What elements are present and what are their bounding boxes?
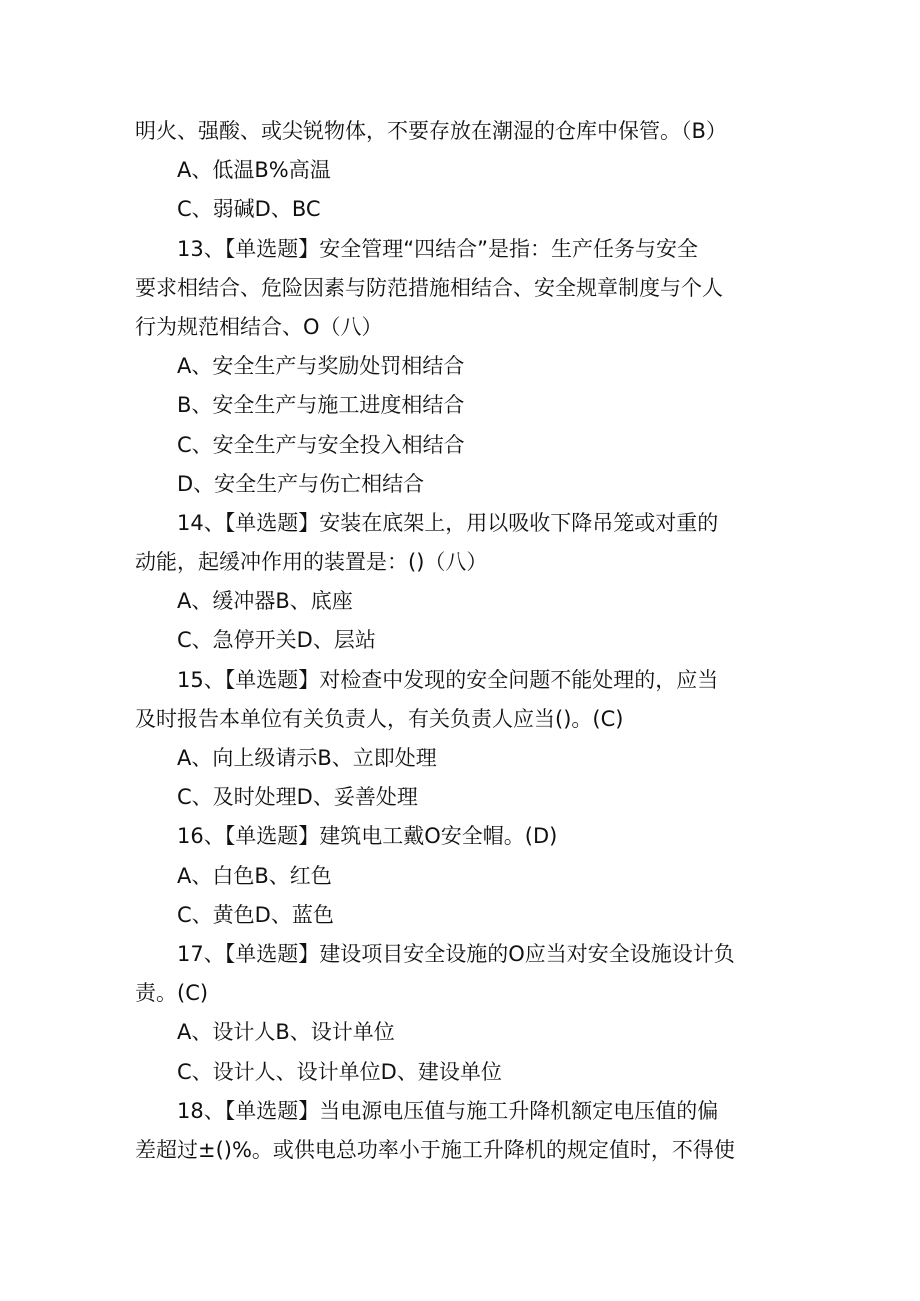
text-line: C、急停开关D、层站 <box>177 628 376 653</box>
text-line: C、弱碱D、BC <box>177 197 321 222</box>
text-line: 18、【单选题】当电源电压值与施工升降机额定电压值的偏 <box>177 1098 719 1123</box>
text-line: A、安全生产与奖励处罚相结合 <box>177 354 465 379</box>
text-line: 动能，起缓冲作用的装置是：()（八） <box>135 550 488 575</box>
text-line: B、安全生产与施工进度相结合 <box>177 393 465 418</box>
text-line: A、低温B%高温 <box>177 158 331 183</box>
text-line: 16、【单选题】建筑电工戴O安全帽。(D) <box>177 824 558 849</box>
text-line: C、设计人、设计单位D、建设单位 <box>177 1059 502 1084</box>
text-line: 13、【单选题】安全管理“四结合”是指：生产任务与安全 <box>177 236 698 261</box>
text-line: A、缓冲器B、底座 <box>177 589 353 614</box>
text-line: 要求相结合、危险因素与防范措施相结合、安全规章制度与个人 <box>135 275 723 300</box>
text-line: D、安全生产与伤亡相结合 <box>177 471 425 496</box>
text-line: A、白色B、红色 <box>177 863 332 888</box>
text-line: A、向上级请示B、立即处理 <box>177 746 437 770</box>
text-line: 14、【单选题】安装在底架上，用以吸收下降吊笼或对重的 <box>177 510 719 535</box>
document-body <box>135 112 790 1170</box>
text-line: C、及时处理D、妥善处理 <box>177 785 418 810</box>
text-line: C、黄色D、蓝色 <box>177 902 334 927</box>
text-line: A、设计人B、设计单位 <box>177 1020 395 1045</box>
text-line: 责。(C) <box>135 981 209 1006</box>
text-line: C、安全生产与安全投入相结合 <box>177 432 465 457</box>
text-line: 17、【单选题】建设项目安全设施的O应当对安全设施设计负 <box>177 941 735 966</box>
text-line: 及时报告本单位有关负责人，有关负责人应当()。(C) <box>135 706 624 731</box>
text-line: 15、【单选题】对检查中发现的安全问题不能处理的，应当 <box>177 667 719 692</box>
text-line: 差超过±()%。或供电总功率小于施工升降机的规定值时，不得使 <box>135 1137 735 1162</box>
text-line: 行为规范相结合、O（八） <box>135 314 383 339</box>
text-line: 明火、强酸、或尖锐物体，不要存放在潮湿的仓库中保管。（B） <box>135 119 727 143</box>
